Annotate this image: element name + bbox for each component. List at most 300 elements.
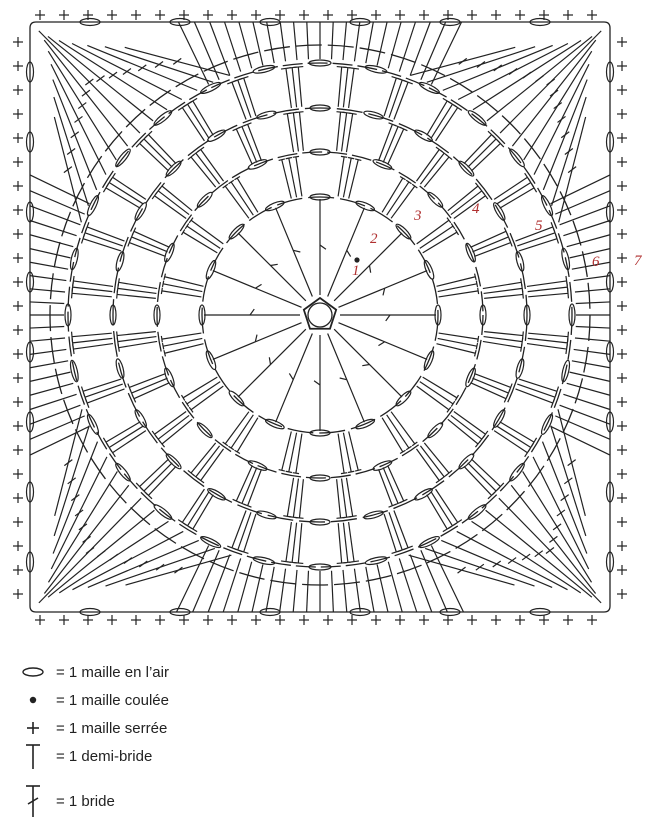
stitch-r2-bar bbox=[189, 218, 193, 223]
slip-stitch-start bbox=[354, 257, 359, 262]
edge-stitch bbox=[293, 570, 297, 612]
stitch-r4 bbox=[292, 523, 296, 563]
stitch-r3 bbox=[483, 282, 521, 288]
corner-tick bbox=[459, 58, 467, 64]
stitch-r3 bbox=[196, 446, 220, 477]
legend-label-slip-stitch: = 1 maille coulée bbox=[56, 691, 169, 709]
edge-stitch bbox=[570, 249, 610, 258]
stitch-r3 bbox=[299, 479, 303, 518]
edge-stitch bbox=[572, 262, 610, 269]
stitch-r4 bbox=[468, 463, 496, 491]
edge-stitch bbox=[30, 276, 66, 281]
stitch-r4 bbox=[298, 523, 301, 563]
stitch-r2-bar bbox=[341, 473, 347, 474]
stitch-r3 bbox=[337, 479, 341, 518]
stitch-r4 bbox=[232, 82, 246, 119]
stitch-r4 bbox=[72, 293, 112, 296]
spoke-tick bbox=[250, 309, 254, 315]
stitch-r3-bar bbox=[349, 113, 357, 114]
edge-stitch bbox=[252, 565, 263, 612]
stitch-r2-bar bbox=[447, 218, 451, 223]
stitch-r4 bbox=[238, 80, 251, 118]
edge-stitch bbox=[567, 383, 610, 395]
corner-tick bbox=[493, 561, 501, 567]
stitch-r4-bar bbox=[531, 184, 536, 193]
edge-stitch bbox=[555, 416, 610, 439]
edge-stitch bbox=[225, 22, 241, 72]
edge-stitch bbox=[253, 22, 263, 65]
edge-stitch bbox=[307, 22, 309, 59]
ring-5 bbox=[50, 45, 590, 585]
stitch-r2-bar bbox=[478, 288, 479, 294]
stitch-r2-bar bbox=[223, 184, 228, 188]
stitch-r4 bbox=[349, 68, 354, 108]
corner-tick bbox=[549, 536, 557, 542]
stitch-r4 bbox=[238, 512, 251, 550]
stitch-r3 bbox=[451, 415, 482, 439]
stitch-r3-bar bbox=[117, 331, 118, 339]
spoke-r1 bbox=[213, 271, 302, 308]
stitch-r4 bbox=[528, 287, 568, 291]
stitch-r3-bar bbox=[523, 290, 524, 298]
corner-tick bbox=[476, 564, 484, 570]
stitch-r3 bbox=[117, 294, 156, 298]
chain-r3 bbox=[133, 408, 148, 428]
spoke-tick bbox=[314, 381, 320, 385]
spoke-tick bbox=[362, 364, 369, 365]
corner-tick bbox=[553, 524, 561, 530]
stitch-r4 bbox=[87, 227, 124, 241]
corner-tick bbox=[494, 65, 502, 71]
stitch-r4 bbox=[468, 139, 496, 167]
corner-tick bbox=[71, 495, 79, 501]
stitch-r3 bbox=[162, 419, 192, 444]
edge-stitch bbox=[194, 22, 219, 80]
corner-tick bbox=[558, 116, 566, 122]
stitch-r4 bbox=[527, 281, 567, 286]
stitch-r3 bbox=[119, 282, 157, 288]
stitch-r2-bar bbox=[279, 470, 285, 472]
stitch-r4 bbox=[389, 80, 402, 118]
stitch-r4 bbox=[72, 333, 112, 336]
corner-tick bbox=[67, 148, 75, 154]
corner-tick bbox=[71, 132, 79, 138]
edge-stitch bbox=[280, 569, 286, 612]
stitch-r3-bar bbox=[118, 278, 119, 286]
spoke-tick bbox=[269, 357, 270, 364]
corner-tick bbox=[83, 536, 91, 542]
spoke-r1 bbox=[213, 323, 302, 360]
stitch-r3 bbox=[201, 150, 224, 182]
chain-r1 bbox=[264, 199, 285, 212]
corner-tick bbox=[78, 103, 86, 109]
stitch-r2-bar bbox=[341, 156, 347, 157]
edge-stitch bbox=[567, 235, 610, 247]
stitch-r4 bbox=[244, 514, 256, 552]
stitch-r4 bbox=[140, 143, 169, 171]
stitch-r4 bbox=[144, 463, 172, 491]
stitch-r4-bar bbox=[281, 561, 291, 562]
corner-tick bbox=[554, 103, 562, 109]
stitch-r4-bar bbox=[566, 344, 567, 354]
stitch-r3 bbox=[129, 243, 165, 257]
stitch-r4 bbox=[298, 67, 301, 107]
edge-stitch bbox=[563, 394, 610, 409]
edge-stitch bbox=[377, 22, 387, 65]
edge-stitch bbox=[421, 22, 446, 80]
stitch-r2-bar bbox=[286, 471, 292, 472]
stitch-r4 bbox=[471, 143, 500, 171]
spoke-tick bbox=[271, 264, 278, 265]
stitch-r3 bbox=[484, 294, 523, 298]
corner-tick bbox=[124, 558, 132, 564]
corner-tick bbox=[564, 478, 572, 484]
edge-stitch bbox=[366, 22, 373, 63]
stitch-r2-bar bbox=[234, 450, 239, 453]
stitch-r4 bbox=[286, 522, 291, 562]
stitch-r2-bar bbox=[161, 336, 162, 342]
edge-stitch bbox=[575, 289, 610, 292]
stitch-r4 bbox=[464, 466, 492, 495]
stitch-r4 bbox=[148, 135, 176, 164]
stitch-r4 bbox=[73, 287, 113, 291]
stitch-r2-bar bbox=[478, 336, 479, 342]
chain-r4 bbox=[69, 248, 80, 271]
stitch-r2-bar bbox=[412, 184, 417, 188]
stitch-r2-bar bbox=[164, 350, 166, 356]
corner-tick bbox=[86, 548, 94, 554]
stitch-r2 bbox=[162, 291, 202, 297]
stitch-r3 bbox=[454, 411, 486, 434]
stitch-marks bbox=[13, 10, 627, 625]
corner-tick bbox=[458, 567, 466, 573]
stitch-r2-bar bbox=[162, 343, 163, 349]
stitch-r3 bbox=[129, 374, 165, 388]
stitch-r3 bbox=[448, 419, 478, 444]
stitch-r3 bbox=[346, 478, 352, 516]
edge-stitch bbox=[574, 276, 610, 281]
edge-stitch bbox=[366, 567, 374, 612]
stitch-r3 bbox=[420, 446, 444, 477]
legend-item-slip-stitch bbox=[14, 685, 169, 715]
stitch-r3 bbox=[424, 443, 449, 473]
corner-tick bbox=[557, 510, 565, 516]
edge-stitch bbox=[30, 416, 85, 439]
stitch-r2-bar bbox=[293, 156, 299, 157]
stitch-r2-bar bbox=[164, 274, 166, 280]
stitch-r2 bbox=[296, 157, 302, 197]
spoke-tick bbox=[347, 250, 351, 256]
edge-stitch bbox=[343, 570, 347, 612]
stitch-r2-bar bbox=[228, 180, 233, 184]
stitch-r2-bar bbox=[348, 471, 354, 472]
stitch-r3 bbox=[424, 157, 449, 187]
stitch-r3 bbox=[248, 124, 262, 160]
stitch-r3 bbox=[337, 112, 341, 151]
stitch-r3-bar bbox=[295, 112, 303, 113]
stitch-r3 bbox=[248, 469, 262, 505]
edge-stitch bbox=[30, 349, 66, 354]
round-label-6: 6 bbox=[592, 254, 600, 270]
ring-3 bbox=[113, 108, 527, 522]
stitch-r3 bbox=[420, 153, 444, 184]
stitch-r4-bar bbox=[525, 449, 531, 457]
stitch-r3 bbox=[454, 196, 486, 219]
stitch-r3 bbox=[484, 332, 523, 336]
legend-item-chain bbox=[14, 657, 169, 687]
stitch-r3 bbox=[416, 150, 439, 182]
center-ring-inner bbox=[308, 303, 332, 327]
stitch-r3 bbox=[287, 114, 293, 152]
stitch-r4 bbox=[384, 514, 396, 552]
corner-tick bbox=[155, 61, 163, 67]
edge-stitch bbox=[280, 22, 285, 61]
stitch-r3 bbox=[299, 112, 303, 151]
stitch-r2-bar bbox=[355, 159, 361, 161]
stitch-r2-bar bbox=[348, 157, 354, 158]
stitch-r4 bbox=[343, 523, 347, 563]
stitch-r4 bbox=[73, 281, 113, 286]
stitch-r2-bar bbox=[476, 281, 477, 287]
stitch-r4-bar bbox=[337, 563, 347, 564]
stitch-r3 bbox=[158, 191, 189, 215]
edge-stitch bbox=[332, 22, 334, 59]
stitch-r4 bbox=[528, 333, 568, 336]
stitch-r4 bbox=[528, 293, 568, 296]
edge-stitch bbox=[30, 361, 68, 368]
stitch-r4 bbox=[140, 459, 169, 487]
corner-tick bbox=[110, 554, 118, 560]
edge-stitch bbox=[30, 338, 65, 341]
edge-stitch bbox=[570, 372, 610, 381]
round-rings bbox=[50, 45, 590, 585]
stitch-r4 bbox=[73, 344, 113, 349]
edge-stitch bbox=[576, 327, 610, 329]
edge-stitch bbox=[307, 571, 309, 612]
stitch-r4 bbox=[148, 466, 176, 495]
round-label-3: 3 bbox=[414, 208, 422, 224]
corner-tick bbox=[139, 561, 147, 567]
corner-tick bbox=[79, 524, 87, 530]
stitch-r3 bbox=[484, 288, 523, 293]
legend-label-half-double-crochet: = 1 demi-bride bbox=[56, 747, 153, 765]
stitch-r2-bar bbox=[162, 281, 163, 287]
stitch-r4 bbox=[83, 239, 121, 251]
chain-r3 bbox=[256, 509, 277, 520]
spoke-r1 bbox=[328, 333, 365, 422]
stitch-r2-bar bbox=[412, 442, 417, 446]
edge-stitch bbox=[30, 289, 65, 292]
edge-stitch bbox=[574, 349, 610, 354]
edge-stitch bbox=[30, 302, 64, 304]
stitch-r4 bbox=[349, 522, 354, 562]
stitch-r4 bbox=[85, 233, 123, 246]
corner-tick bbox=[173, 58, 181, 64]
edge-stitch bbox=[354, 22, 359, 61]
stitch-r4 bbox=[464, 135, 492, 164]
edge-stitch bbox=[30, 383, 73, 395]
corner-tick bbox=[565, 148, 573, 154]
chain-r4 bbox=[199, 80, 221, 95]
round-label-2: 2 bbox=[370, 231, 378, 247]
stitch-r3 bbox=[155, 411, 187, 434]
stitch-r2-bar bbox=[223, 442, 228, 446]
spoke-r1 bbox=[276, 333, 313, 422]
stitch-r2-bar bbox=[476, 343, 477, 349]
stitch-r3 bbox=[342, 479, 347, 518]
stitch-r2-bar bbox=[279, 159, 285, 161]
stitch-r4 bbox=[338, 523, 341, 563]
stitch-r4 bbox=[292, 68, 296, 108]
corner-tick bbox=[535, 76, 543, 82]
stitch-r4 bbox=[244, 78, 256, 116]
spoke-r1 bbox=[328, 208, 365, 297]
stitch-r3 bbox=[191, 157, 216, 187]
edge-stitch bbox=[30, 394, 77, 409]
stitch-r4-bar bbox=[73, 276, 74, 286]
corner-tick bbox=[138, 65, 146, 71]
stitch-r4-bar bbox=[293, 67, 303, 68]
stitch-r4 bbox=[144, 139, 172, 167]
stitch-r4 bbox=[73, 338, 113, 342]
stitch-r3 bbox=[118, 288, 157, 293]
stitch-r4 bbox=[83, 379, 121, 391]
edge-stitch bbox=[266, 567, 274, 612]
stitch-r2-bar bbox=[451, 401, 455, 406]
stitch-r4 bbox=[394, 82, 408, 119]
corner-tick bbox=[82, 90, 90, 96]
corner-tick bbox=[509, 68, 517, 74]
edge-stitch bbox=[30, 235, 73, 247]
stitch-r2-bar bbox=[455, 395, 458, 400]
spoke-tick bbox=[386, 315, 390, 321]
spoke-r1 bbox=[338, 323, 427, 360]
stitch-r4 bbox=[85, 384, 123, 397]
edge-stitch bbox=[332, 571, 334, 612]
edge-stitch bbox=[294, 22, 297, 60]
stitch-r4 bbox=[87, 389, 124, 403]
edge-stitch bbox=[388, 562, 402, 612]
round-label-1: 1 bbox=[352, 263, 360, 279]
stitch-r4-bar bbox=[349, 68, 359, 69]
legend-label-double-crochet: = 1 bride bbox=[56, 792, 115, 810]
chain-r3 bbox=[413, 128, 433, 143]
stitch-r4 bbox=[515, 389, 552, 403]
stitch-r3 bbox=[379, 469, 393, 505]
corner-tick bbox=[156, 564, 164, 570]
stitch-r3 bbox=[287, 478, 293, 516]
stitch-r4 bbox=[384, 78, 396, 116]
stitch-r3 bbox=[201, 449, 224, 481]
legend-item-half-double-crochet bbox=[14, 741, 152, 771]
stitch-r2 bbox=[439, 291, 479, 297]
stitch-r3 bbox=[191, 443, 216, 473]
corner-tick bbox=[523, 72, 531, 78]
stitch-r2-bar bbox=[293, 473, 299, 474]
stitch-r3 bbox=[379, 124, 393, 160]
corner-tick bbox=[174, 567, 182, 573]
chain-r1 bbox=[355, 199, 376, 212]
stitch-r4 bbox=[232, 510, 246, 547]
stitch-r2-bar bbox=[189, 407, 193, 412]
edge-stitch bbox=[431, 22, 461, 84]
spoke-tick bbox=[320, 245, 326, 249]
stitch-r2 bbox=[162, 333, 202, 339]
edge-stitch bbox=[399, 22, 415, 72]
stitch-r2-bar bbox=[447, 407, 451, 412]
stitch-r3 bbox=[118, 337, 157, 342]
stitch-r3 bbox=[484, 337, 523, 342]
stitch-r4 bbox=[517, 233, 555, 246]
edge-stitch bbox=[388, 22, 401, 68]
round-label-7: 7 bbox=[634, 253, 642, 269]
stitch-r2-bar bbox=[475, 350, 477, 356]
stitch-r2 bbox=[338, 157, 344, 197]
legend bbox=[14, 655, 414, 835]
stitch-r2-bar bbox=[286, 157, 292, 158]
edge-stitch bbox=[30, 372, 70, 381]
spoke-tick bbox=[289, 373, 293, 379]
edge-stitch bbox=[238, 562, 252, 612]
stitch-r2-bar bbox=[228, 446, 233, 450]
corner-tick bbox=[561, 495, 569, 501]
stitch-r3 bbox=[346, 114, 352, 152]
corner-tick bbox=[68, 478, 76, 484]
spoke-tick bbox=[255, 284, 261, 288]
corner-tick bbox=[75, 510, 83, 516]
stitch-r4 bbox=[517, 384, 555, 397]
edge-stitch bbox=[178, 22, 208, 84]
stitch-r2-bar bbox=[181, 395, 184, 400]
stitch-r3 bbox=[416, 449, 439, 481]
edge-stitch bbox=[267, 22, 274, 63]
stitch-r3 bbox=[293, 113, 298, 152]
stitch-r2-bar bbox=[355, 470, 361, 472]
stitch-r3-bar bbox=[336, 518, 344, 519]
stitch-r3-bar bbox=[283, 516, 291, 517]
edge-stitch bbox=[343, 22, 346, 60]
single-crochet-icon bbox=[16, 718, 50, 738]
chain-icon bbox=[16, 664, 50, 680]
stitch-r4 bbox=[519, 379, 557, 391]
stitch-r4 bbox=[286, 68, 291, 108]
stitch-r4 bbox=[527, 344, 567, 349]
corner-tick bbox=[547, 79, 555, 85]
stitch-r2-bar bbox=[451, 223, 455, 228]
stitch-r3 bbox=[155, 196, 187, 219]
stitch-r4-bar bbox=[568, 288, 569, 298]
spoke-r1 bbox=[238, 233, 306, 301]
stitch-r4 bbox=[528, 338, 568, 342]
legend-label-single-crochet: = 1 maille serrée bbox=[56, 719, 168, 737]
edge-stitch bbox=[575, 338, 610, 341]
edge-stitch bbox=[377, 565, 388, 612]
legend-item-single-crochet bbox=[14, 713, 167, 743]
stitch-r2-bar bbox=[475, 274, 477, 280]
slip-stitch-icon bbox=[16, 692, 50, 708]
stitch-r2 bbox=[439, 333, 479, 339]
spoke-r1 bbox=[238, 329, 306, 397]
spoke-tick bbox=[378, 342, 384, 346]
spoke-tick bbox=[369, 266, 370, 273]
stitch-r2-bar bbox=[185, 401, 189, 406]
legend-label-chain: = 1 maille en l’air bbox=[56, 663, 169, 681]
stitch-r2 bbox=[338, 434, 344, 474]
stitch-r4-bar bbox=[72, 332, 73, 342]
stitch-r2-bar bbox=[455, 229, 458, 234]
stitch-r3 bbox=[474, 374, 510, 388]
stitch-r4 bbox=[343, 68, 347, 108]
